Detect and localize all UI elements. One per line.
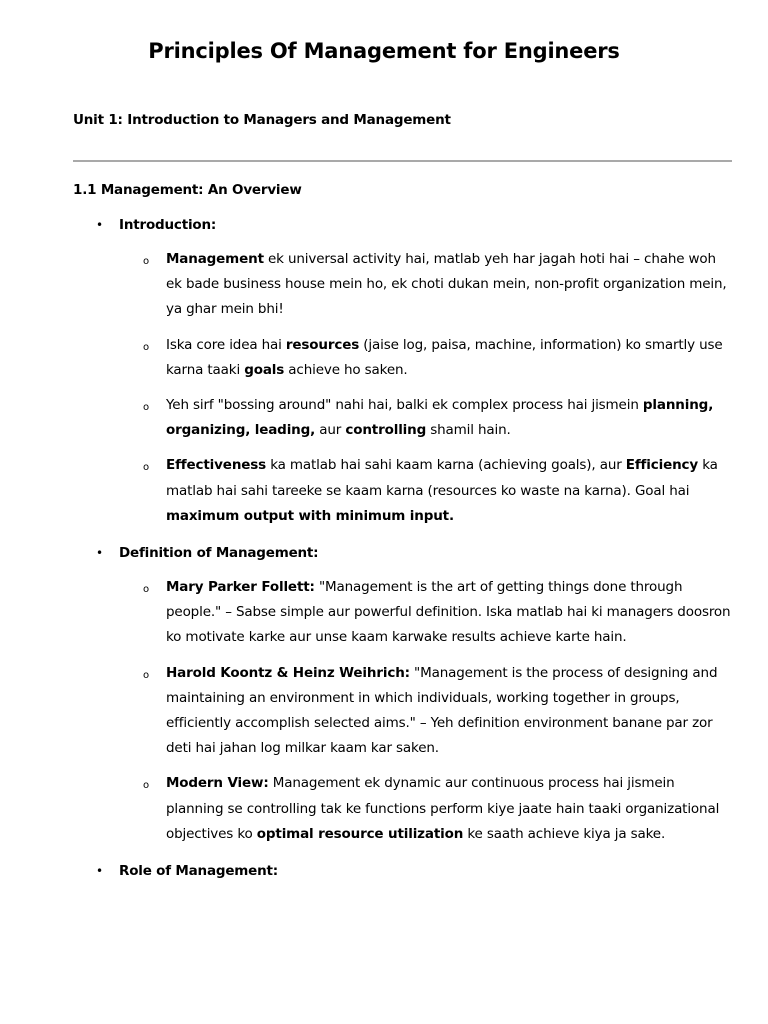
bold-text: Modern View: (166, 775, 269, 792)
bold-text: Management (166, 251, 264, 267)
text: "Management is the process of designing and maintaining an environment in which individuals, working together in groups, efficiently accomplish selected aims." – Yeh definition environment banane par zor deti hai jahan log milkar kaam kar saken. (166, 664, 718, 757)
bold-text: Effectiveness (166, 457, 267, 474)
point-item (119, 393, 732, 443)
bullet-icon: • (96, 546, 104, 561)
topic-label: Role of Management: (119, 863, 278, 880)
topic-list (73, 214, 732, 882)
text: ek universal activity hai, matlab yeh har jagah hoti hai – chahe woh ek bade business house mein ho, ek choti dukan mein, non-profit organization mein, ya ghar mein bhi! (166, 251, 727, 318)
document-title: Principles Of Management for Engineers (148, 39, 620, 63)
circle-bullet-icon: o (143, 462, 149, 474)
point-item (119, 333, 732, 383)
circle-bullet-icon: o (143, 669, 149, 681)
text: Management ek dynamic aur continuous process hai jismein planning se controlling tak ke functions perform kiye jaate hain taaki organizational objectives ko (166, 775, 720, 842)
text: (jaise log, paisa, machine, information) ko smartly use karna taaki (166, 336, 723, 378)
circle-bullet-icon: o (143, 402, 149, 414)
text: shamil hain. (426, 422, 511, 439)
bullet-icon: • (96, 218, 104, 232)
text: Iska core idea hai (166, 336, 286, 353)
topic-item (73, 214, 732, 529)
text: achieve ho saken. (284, 361, 408, 378)
text: Yeh sirf "bossing around" nahi hai, balki ek complex process hai jismein (166, 397, 643, 414)
topic-label: Definition of Management: (119, 545, 319, 562)
text: "Management is the art of getting things done through people." – Sabse simple aur powerful definition. Iska matlab hai ki managers doosron ko motivate karke aur unse kaam karwake results achieve karte hain. (166, 579, 731, 646)
bold-text: planning, organizing, leading, (166, 397, 714, 439)
point-item (119, 247, 732, 323)
topic-label: Introduction: (119, 217, 217, 233)
text: ke saath achieve kiya ja sake. (463, 825, 666, 842)
circle-bullet-icon: o (143, 341, 149, 353)
point-list (119, 575, 732, 847)
point-item (119, 575, 732, 651)
bold-text: Harold Koontz & Heinz Weihrich: (166, 664, 410, 681)
bold-text: Efficiency (625, 457, 699, 474)
text: aur (315, 422, 346, 439)
bold-text: controlling (345, 422, 427, 439)
unit-heading: Unit 1: Introduction to Managers and Management (73, 112, 451, 128)
bold-text: Mary Parker Follett: (166, 579, 315, 596)
bold-text: maximum output with minimum input. (166, 507, 454, 524)
point-list (119, 247, 732, 529)
circle-bullet-icon: o (143, 780, 149, 792)
topic-item (73, 542, 732, 847)
bold-text: optimal resource utilization (256, 825, 464, 842)
point-item (119, 771, 732, 847)
bold-text: goals (244, 361, 285, 378)
bold-text: resources (285, 336, 360, 353)
text: ka matlab hai sahi kaam karna (achieving goals), aur (266, 457, 626, 474)
circle-bullet-icon: o (143, 256, 149, 267)
point-item (119, 453, 732, 529)
text: ka matlab hai sahi tareeke se kaam karna (resources ko waste na karna). Goal hai (166, 457, 718, 499)
section-heading: 1.1 Management: An Overview (73, 182, 302, 198)
bullet-icon: • (96, 864, 104, 879)
point-item (119, 661, 732, 762)
topic-item (73, 860, 732, 882)
circle-bullet-icon: o (143, 584, 149, 596)
